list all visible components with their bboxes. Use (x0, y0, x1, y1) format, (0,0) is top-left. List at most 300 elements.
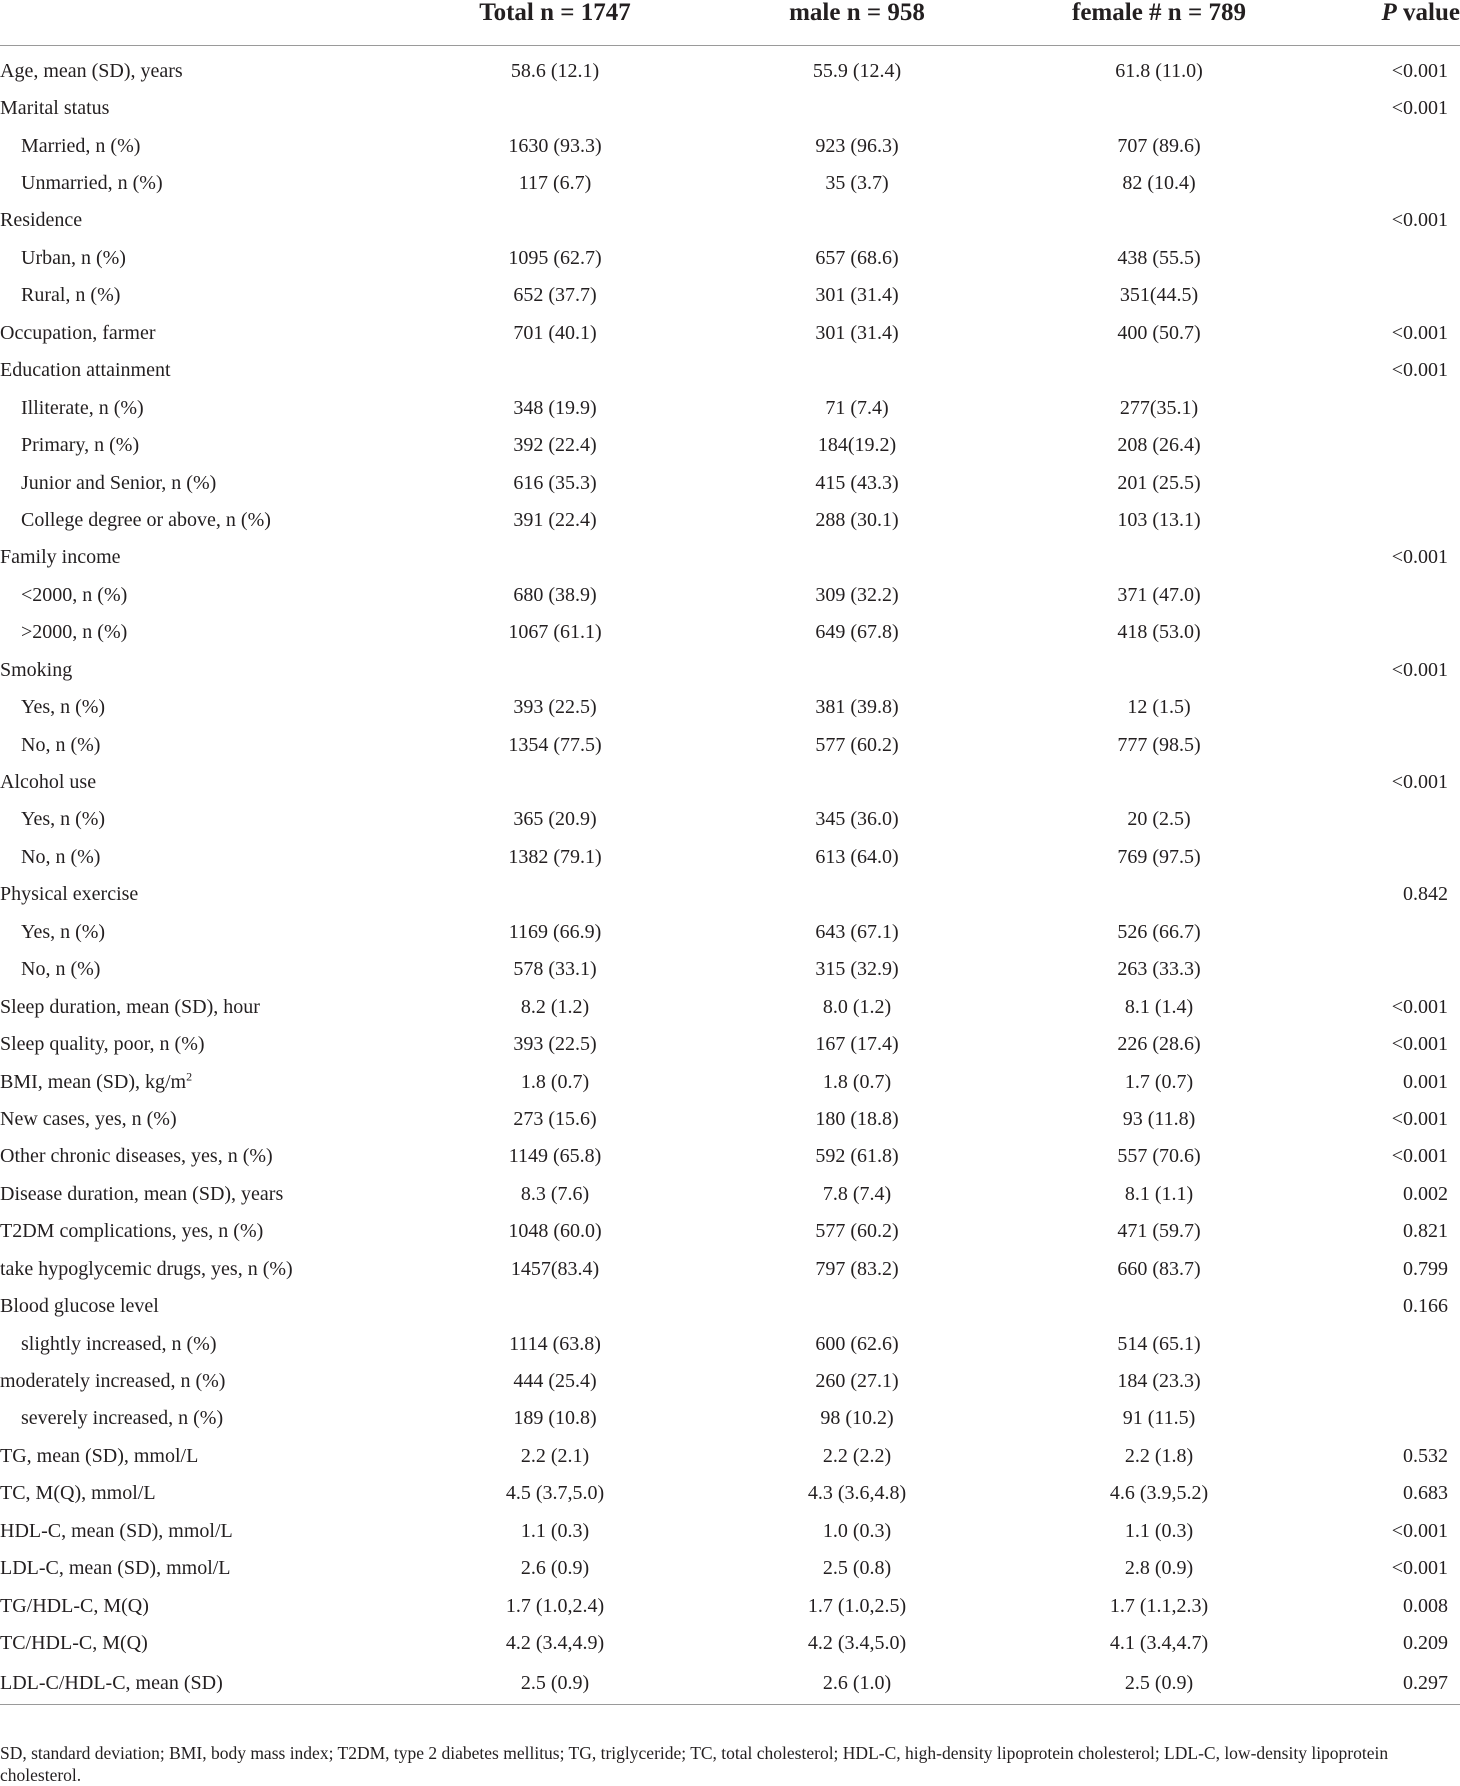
table-row (0, 1512, 1460, 1549)
cell-p-value (1310, 239, 1460, 276)
cell-total: 189 (10.8) (513, 1407, 597, 1430)
table-row (0, 876, 1460, 913)
cell-male (706, 539, 1008, 576)
row-label-text: Yes, n (%) (21, 920, 106, 943)
table-row (0, 1175, 1460, 1212)
cell-male: 1.7 (1.0,2.5) (807, 1594, 907, 1617)
cell-male: 315 (32.9) (815, 958, 899, 981)
cell-total (404, 876, 706, 913)
cell-p-value: <0.001 (1391, 209, 1448, 232)
row-label (0, 164, 404, 201)
row-label (0, 501, 404, 538)
cell-male: 7.8 (7.4) (822, 1182, 892, 1205)
cell-p-value (1310, 127, 1460, 164)
header-label (0, 0, 404, 46)
cell-female: 2.2 (1.8) (1124, 1444, 1194, 1467)
cell-female: 82 (10.4) (1122, 172, 1196, 195)
table-row (0, 352, 1460, 389)
cell-female: 93 (11.8) (1122, 1107, 1196, 1130)
cell-p-value (1310, 1362, 1460, 1399)
row-label-text: Rural, n (%) (21, 284, 121, 307)
cell-male: 309 (32.2) (815, 583, 899, 606)
row-label-text: Yes, n (%) (21, 696, 106, 719)
cell-male: 415 (43.3) (815, 471, 899, 494)
table-row (0, 838, 1460, 875)
row-label-text: TC/HDL-C, M(Q) (0, 1632, 148, 1655)
table-header (0, 0, 1460, 46)
row-label-text: <2000, n (%) (21, 583, 128, 606)
row-label (0, 951, 404, 988)
cell-female: 660 (83.7) (1117, 1257, 1201, 1280)
table-row (0, 1250, 1460, 1287)
cell-total (404, 1287, 706, 1324)
row-label (0, 651, 404, 688)
table-row (0, 89, 1460, 126)
cell-total: 2.2 (2.1) (520, 1444, 590, 1467)
row-label (0, 539, 404, 576)
row-label-text: HDL-C, mean (SD), mmol/L (0, 1519, 233, 1542)
row-label-text: No, n (%) (21, 733, 101, 756)
row-label-text: severely increased, n (%) (21, 1407, 224, 1430)
row-label-text: Yes, n (%) (21, 808, 106, 831)
row-label-text: LDL-C/HDL-C, mean (SD) (0, 1671, 223, 1694)
cell-total: 1.1 (0.3) (520, 1519, 590, 1542)
cell-p-value: 0.683 (1403, 1482, 1448, 1505)
cell-total: 8.3 (7.6) (520, 1182, 590, 1205)
cell-female: 1.7 (0.7) (1124, 1070, 1194, 1093)
row-label (0, 1662, 404, 1705)
cell-total: 1114 (63.8) (509, 1332, 601, 1355)
cell-p-value: <0.001 (1391, 59, 1448, 82)
header-p-rest: value (1396, 0, 1460, 26)
table-row (0, 1100, 1460, 1137)
header-female: female # n = 789 (1008, 0, 1310, 46)
row-label (0, 1512, 404, 1549)
table-body (0, 46, 1460, 1705)
table-row (0, 1213, 1460, 1250)
table-row (0, 314, 1460, 351)
cell-female: 4.6 (3.9,5.2) (1109, 1482, 1209, 1505)
table-row (0, 1475, 1460, 1512)
table-row (0, 1025, 1460, 1062)
cell-p-value (1310, 688, 1460, 725)
cell-total (404, 352, 706, 389)
cell-total: 1457(83.4) (510, 1257, 600, 1280)
table-row (0, 614, 1460, 651)
cell-female: 557 (70.6) (1117, 1145, 1201, 1168)
table-row (0, 913, 1460, 950)
cell-male: 180 (18.8) (815, 1107, 899, 1130)
cell-p-value (1310, 1400, 1460, 1437)
table-row (0, 1587, 1460, 1624)
cell-male: 71 (7.4) (825, 396, 889, 419)
cell-male: 577 (60.2) (815, 733, 899, 756)
cell-p-value: 0.166 (1403, 1295, 1448, 1318)
cell-p-value: 0.209 (1403, 1632, 1448, 1655)
cell-male: 600 (62.6) (815, 1332, 899, 1355)
row-label (0, 352, 404, 389)
cell-female: 184 (23.3) (1117, 1370, 1201, 1393)
cell-male: 577 (60.2) (815, 1220, 899, 1243)
cell-female (1008, 352, 1310, 389)
cell-p-value: 0.842 (1403, 883, 1448, 906)
cell-p-value (1310, 951, 1460, 988)
cell-male: 301 (31.4) (815, 284, 899, 307)
row-label-text: No, n (%) (21, 845, 101, 868)
cell-total: 348 (19.9) (513, 396, 597, 419)
cell-female: 438 (55.5) (1117, 246, 1201, 269)
cell-male (706, 202, 1008, 239)
cell-female (1008, 763, 1310, 800)
cell-female: 707 (89.6) (1117, 134, 1201, 157)
cell-male: 1.8 (0.7) (822, 1070, 892, 1093)
cell-male: 184(19.2) (817, 434, 897, 457)
cell-total (404, 763, 706, 800)
cell-total: 1.8 (0.7) (520, 1070, 590, 1093)
cell-p-value (1310, 801, 1460, 838)
cell-p-value: 0.532 (1403, 1444, 1448, 1467)
table-row (0, 539, 1460, 576)
table-row (0, 763, 1460, 800)
table-row (0, 202, 1460, 239)
row-label-text: take hypoglycemic drugs, yes, n (%) (0, 1257, 293, 1280)
row-label-text: Urban, n (%) (21, 246, 126, 269)
cell-male: 2.6 (1.0) (706, 1662, 1008, 1705)
cell-male (706, 89, 1008, 126)
cell-total: 4.2 (3.4,4.9) (505, 1632, 605, 1655)
row-label (0, 726, 404, 763)
cell-female (1008, 876, 1310, 913)
table-row (0, 1138, 1460, 1175)
cell-total (404, 202, 706, 239)
cell-total: 391 (22.4) (513, 508, 597, 531)
row-label-text: Age, mean (SD), years (0, 59, 183, 82)
table-row (0, 164, 1460, 201)
cell-female: 263 (33.3) (1117, 958, 1201, 981)
cell-male: 35 (3.7) (825, 172, 889, 195)
cell-p-value: <0.001 (1391, 995, 1448, 1018)
cell-female: 400 (50.7) (1117, 321, 1201, 344)
row-label-text: Junior and Senior, n (%) (21, 471, 217, 494)
row-label-superscript: 2 (186, 1068, 193, 1083)
cell-total: 1169 (66.9) (508, 920, 602, 943)
row-label (0, 913, 404, 950)
table-row (0, 1325, 1460, 1362)
cell-total: 1382 (79.1) (508, 845, 602, 868)
cell-female: 371 (47.0) (1117, 583, 1201, 606)
table-row (0, 239, 1460, 276)
table-row (0, 1362, 1460, 1399)
cell-female: 8.1 (1.4) (1124, 995, 1194, 1018)
cell-total: 616 (35.3) (513, 471, 597, 494)
table-row (0, 688, 1460, 725)
cell-p-value: <0.001 (1391, 1557, 1448, 1580)
row-label (0, 1475, 404, 1512)
row-label (0, 46, 404, 90)
cell-p-value: 0.002 (1403, 1182, 1448, 1205)
row-label (0, 1175, 404, 1212)
cell-p-value (1310, 426, 1460, 463)
cell-p-value (1310, 501, 1460, 538)
cell-p-value (1310, 913, 1460, 950)
row-label (0, 464, 404, 501)
cell-female: 351(44.5) (1119, 284, 1199, 307)
cell-total: 1149 (65.8) (508, 1145, 602, 1168)
cell-female: 20 (2.5) (1127, 808, 1191, 831)
cell-female (1008, 1287, 1310, 1324)
row-label-text: Primary, n (%) (21, 434, 140, 457)
cell-female: 514 (65.1) (1117, 1332, 1201, 1355)
cell-p-value: <0.001 (1391, 546, 1448, 569)
row-label (0, 763, 404, 800)
cell-total: 701 (40.1) (513, 321, 597, 344)
cell-male: 98 (10.2) (820, 1407, 894, 1430)
table-row (0, 389, 1460, 426)
row-label-text: T2DM complications, yes, n (%) (0, 1220, 264, 1243)
cell-total: 117 (6.7) (518, 172, 592, 195)
cell-p-value (1310, 838, 1460, 875)
cell-p-value (1310, 164, 1460, 201)
row-label (0, 127, 404, 164)
row-label-text: Blood glucose level (0, 1295, 159, 1318)
table-row (0, 576, 1460, 613)
cell-p-value: <0.001 (1391, 1519, 1448, 1542)
cell-total (404, 651, 706, 688)
row-label-text: Unmarried, n (%) (21, 172, 163, 195)
row-label-text: >2000, n (%) (21, 621, 128, 644)
table-row (0, 1063, 1460, 1100)
table-row (0, 1400, 1460, 1437)
cell-total: 652 (37.7) (513, 284, 597, 307)
header-total: Total n = 1747 (404, 0, 706, 46)
cell-female: 103 (13.1) (1117, 508, 1201, 531)
cell-female (1008, 651, 1310, 688)
cell-female: 277(35.1) (1119, 396, 1199, 419)
row-label-text: Family income (0, 546, 121, 569)
cell-total: 58.6 (12.1) (510, 59, 600, 82)
cell-p-value (1310, 1325, 1460, 1362)
cell-male: 8.0 (1.2) (822, 995, 892, 1018)
row-label-text: No, n (%) (21, 958, 101, 981)
cell-total: 2.5 (0.9) (404, 1662, 706, 1705)
row-label-text: TG/HDL-C, M(Q) (0, 1594, 149, 1617)
cell-female: 8.1 (1.1) (1124, 1182, 1194, 1205)
cell-male (706, 763, 1008, 800)
cell-p-value (1310, 726, 1460, 763)
row-label-text: TC, M(Q), mmol/L (0, 1482, 156, 1505)
cell-total: 1630 (93.3) (508, 134, 602, 157)
row-label-text: Illiterate, n (%) (21, 396, 144, 419)
cell-female: 769 (97.5) (1117, 845, 1201, 868)
table-row (0, 651, 1460, 688)
row-label (0, 1025, 404, 1062)
cell-female (1008, 89, 1310, 126)
header-male: male n = 958 (706, 0, 1008, 46)
cell-total: 1.7 (1.0,2.4) (505, 1594, 605, 1617)
cell-male: 797 (83.2) (815, 1257, 899, 1280)
row-label (0, 1250, 404, 1287)
cell-total: 1048 (60.0) (508, 1220, 602, 1243)
cell-female: 2.5 (0.9) (1008, 1662, 1310, 1705)
cell-male: 649 (67.8) (815, 621, 899, 644)
row-label-text: Disease duration, mean (SD), years (0, 1182, 284, 1205)
row-label (0, 239, 404, 276)
cell-total: 8.2 (1.2) (520, 995, 590, 1018)
table-row (0, 1550, 1460, 1587)
cell-male (706, 1287, 1008, 1324)
cell-p-value: 0.799 (1403, 1257, 1448, 1280)
cell-p-value: 0.001 (1403, 1070, 1448, 1093)
table-row (0, 801, 1460, 838)
cell-p-value (1310, 614, 1460, 651)
cell-male: 381 (39.8) (815, 696, 899, 719)
table-row (0, 501, 1460, 538)
cell-male: 301 (31.4) (815, 321, 899, 344)
cell-female: 201 (25.5) (1117, 471, 1201, 494)
cell-male: 345 (36.0) (815, 808, 899, 831)
cell-total: 680 (38.9) (513, 583, 597, 606)
cell-male (706, 352, 1008, 389)
row-label (0, 314, 404, 351)
row-label (0, 838, 404, 875)
cell-female: 471 (59.7) (1117, 1220, 1201, 1243)
cell-p-value: <0.001 (1391, 771, 1448, 794)
cell-male: 2.5 (0.8) (822, 1557, 892, 1580)
cell-female: 526 (66.7) (1117, 920, 1201, 943)
cell-female: 12 (1.5) (1127, 696, 1191, 719)
cell-male: 643 (67.1) (815, 920, 899, 943)
row-label (0, 1550, 404, 1587)
table-footnote: SD, standard deviation; BMI, body mass index; T2DM, type 2 diabetes mellitus; TG, triglyceride; TC, total cholesterol; HDL-C, high-density lipoprotein cholesterol; LDL-C, low-density lipoprotein cholesterol. (0, 1743, 1389, 1785)
cell-p-value (1310, 277, 1460, 314)
row-label-text: BMI, mean (SD), kg/m (0, 1070, 187, 1093)
cell-male: 260 (27.1) (815, 1370, 899, 1393)
cell-female: 2.8 (0.9) (1124, 1557, 1194, 1580)
cell-male: 613 (64.0) (815, 845, 899, 868)
cell-total: 2.6 (0.9) (520, 1557, 590, 1580)
cell-female: 418 (53.0) (1117, 621, 1201, 644)
row-label (0, 576, 404, 613)
row-label-text: Physical exercise (0, 883, 139, 906)
table-row (0, 1437, 1460, 1474)
table-row (0, 46, 1460, 90)
row-label-text: New cases, yes, n (%) (0, 1107, 177, 1130)
row-label-text: Smoking (0, 658, 73, 681)
cell-p-value (1310, 389, 1460, 426)
cell-male: 167 (17.4) (815, 1033, 899, 1056)
cell-male: 1.0 (0.3) (822, 1519, 892, 1542)
cell-p-value: <0.001 (1391, 1033, 1448, 1056)
header-row (0, 0, 1460, 46)
cell-total: 1354 (77.5) (508, 733, 602, 756)
cell-male: 4.3 (3.6,4.8) (807, 1482, 907, 1505)
row-label (0, 988, 404, 1025)
cell-p-value: 0.297 (1310, 1662, 1460, 1705)
row-label-text: Marital status (0, 97, 110, 120)
row-label-text: slightly increased, n (%) (21, 1332, 217, 1355)
row-label (0, 202, 404, 239)
cell-total (404, 89, 706, 126)
row-label (0, 89, 404, 126)
cell-female (1008, 202, 1310, 239)
row-label-text: Sleep duration, mean (SD), hour (0, 995, 260, 1018)
table-row (0, 464, 1460, 501)
cell-p-value: <0.001 (1391, 658, 1448, 681)
table-row (0, 1287, 1460, 1324)
cell-female: 208 (26.4) (1117, 434, 1201, 457)
cell-male: 55.9 (12.4) (812, 59, 902, 82)
table-row (0, 1662, 1460, 1705)
header-p-value (1310, 0, 1460, 46)
row-label-text: Residence (0, 209, 83, 232)
row-label-text: Other chronic diseases, yes, n (%) (0, 1145, 273, 1168)
row-label (0, 1063, 404, 1100)
cell-male: 657 (68.6) (815, 246, 899, 269)
row-label (0, 1624, 404, 1661)
cell-total: 4.5 (3.7,5.0) (505, 1482, 605, 1505)
cell-total: 578 (33.1) (513, 958, 597, 981)
cell-female: 777 (98.5) (1117, 733, 1201, 756)
row-label-text: TG, mean (SD), mmol/L (0, 1444, 199, 1467)
table-row (0, 726, 1460, 763)
table-row (0, 988, 1460, 1025)
row-label (0, 1287, 404, 1324)
cell-total: 393 (22.5) (513, 696, 597, 719)
cell-total: 1095 (62.7) (508, 246, 602, 269)
row-label (0, 1400, 404, 1437)
cell-p-value: <0.001 (1391, 321, 1448, 344)
cell-total: 273 (15.6) (513, 1107, 597, 1130)
row-label (0, 1213, 404, 1250)
cell-male: 288 (30.1) (815, 508, 899, 531)
cell-p-value: 0.821 (1403, 1220, 1448, 1243)
cell-total: 393 (22.5) (513, 1033, 597, 1056)
row-label (0, 614, 404, 651)
cell-male (706, 876, 1008, 913)
cell-total (404, 539, 706, 576)
cell-male: 923 (96.3) (815, 134, 899, 157)
row-label (0, 1325, 404, 1362)
table-row (0, 277, 1460, 314)
cell-female: 226 (28.6) (1117, 1033, 1201, 1056)
row-label (0, 688, 404, 725)
row-label (0, 1587, 404, 1624)
header-p-italic: P (1381, 0, 1397, 26)
cell-p-value (1310, 464, 1460, 501)
row-label-text: Married, n (%) (21, 134, 141, 157)
cell-male (706, 651, 1008, 688)
row-label-text: College degree or above, n (%) (21, 508, 271, 531)
row-label-text: Occupation, farmer (0, 321, 156, 344)
cell-p-value: 0.008 (1403, 1594, 1448, 1617)
cell-female: 1.7 (1.1,2.3) (1109, 1594, 1209, 1617)
row-label (0, 1138, 404, 1175)
row-label-text: LDL-C, mean (SD), mmol/L (0, 1557, 231, 1580)
cell-p-value (1310, 576, 1460, 613)
cell-male: 592 (61.8) (815, 1145, 899, 1168)
row-label (0, 876, 404, 913)
cell-male: 4.2 (3.4,5.0) (807, 1632, 907, 1655)
row-label-text: moderately increased, n (%) (0, 1370, 226, 1393)
cell-female: 61.8 (11.0) (1115, 59, 1203, 82)
row-label (0, 1100, 404, 1137)
table-row (0, 426, 1460, 463)
row-label (0, 389, 404, 426)
cell-p-value: <0.001 (1391, 1107, 1448, 1130)
cell-female: 91 (11.5) (1122, 1407, 1196, 1430)
table-row (0, 127, 1460, 164)
cell-total: 1067 (61.1) (508, 621, 602, 644)
